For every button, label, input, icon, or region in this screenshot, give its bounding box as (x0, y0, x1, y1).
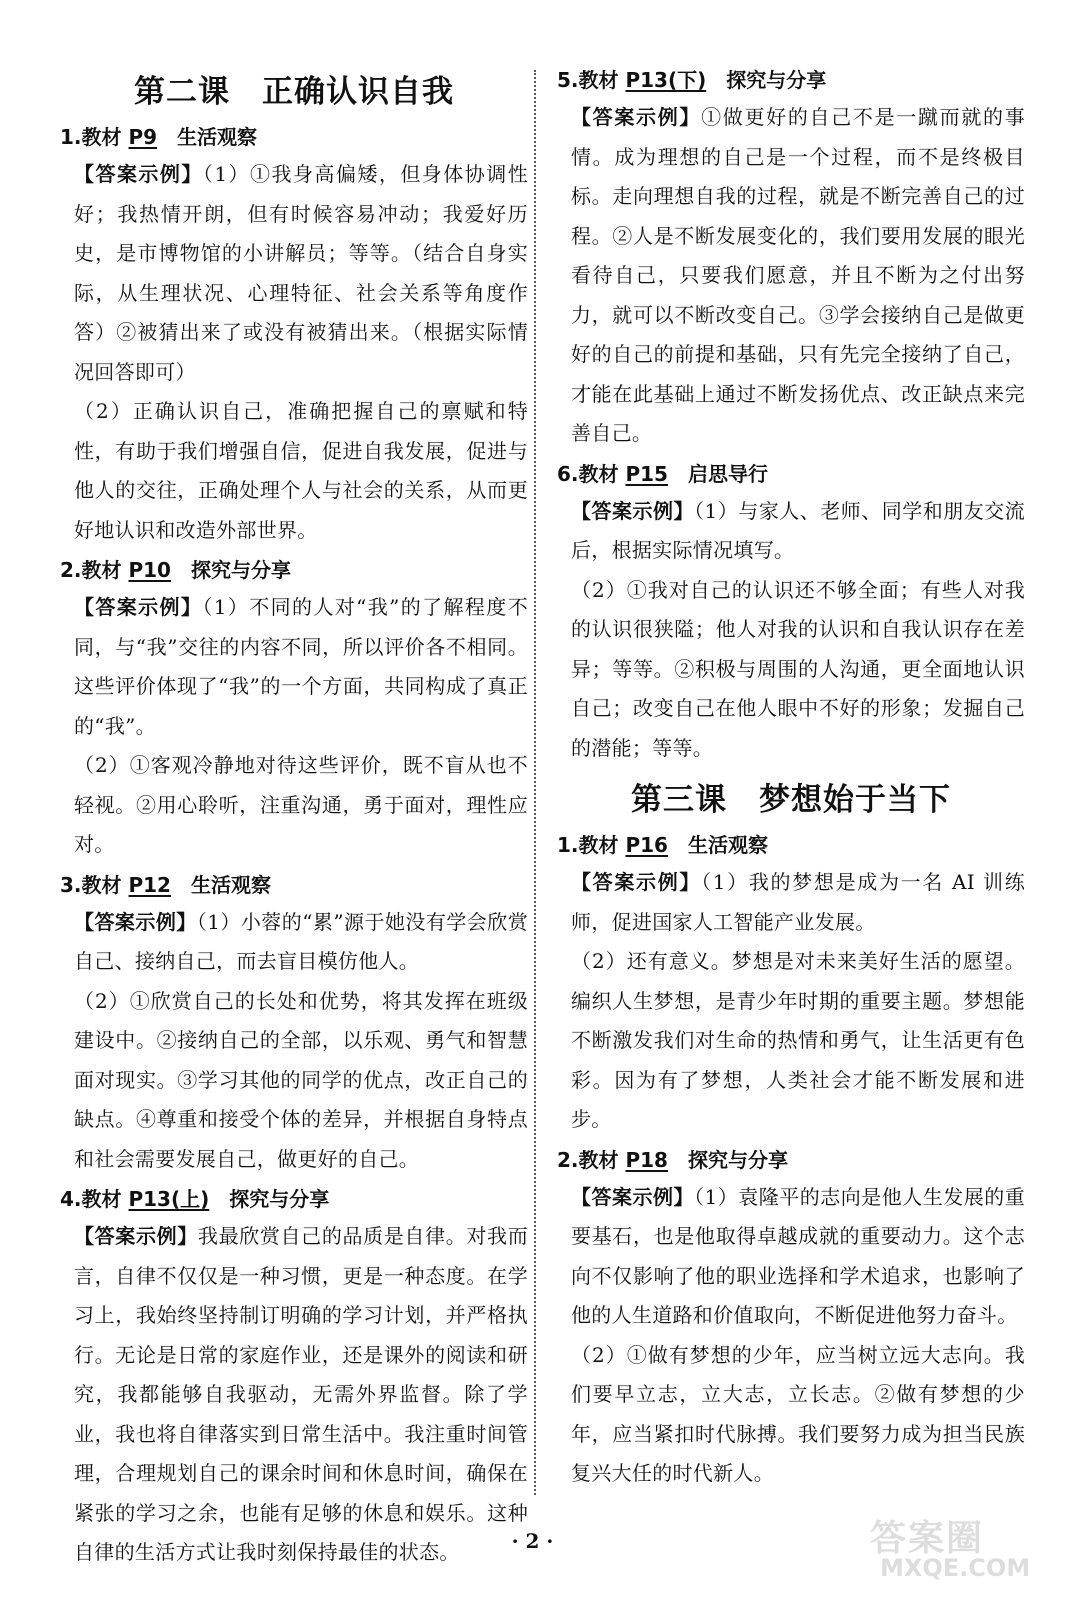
answer-tag: 【答案示例】 (74, 162, 203, 186)
answer-tag: 【答案示例】 (74, 1224, 198, 1248)
item-number: 4.教材 (60, 1187, 122, 1211)
answer-text: ①做更好的自己不是一蹴而就的事情。成为理想的自己是一个过程，而不是终极目标。走向理想自我的过程，就是不断完善自己的过程。②人是不断发展变化的，我们要用发展的眼光看待自己，只要我们愿意，并且不断为之付出努力，就可以不断改变自己。③学会接纳自己是做更好的自己的前提和基础，只有先完全接纳了自己，才能在此基础上通过不断发扬优点、改正缺点来完善自己。 (571, 105, 1025, 445)
answer-text: （1）我的梦想是成为一名 AI 训练师，促进国家人工智能产业发展。 (571, 870, 1025, 934)
item-heading (60, 867, 528, 903)
answer-tag: 【答案示例】 (74, 909, 197, 934)
item-section: 探究与分享 (229, 1187, 330, 1211)
item-number: 2.教材 (557, 1147, 619, 1172)
item-heading (60, 552, 528, 588)
answer-text: （1）不同的人对“我”的了解程度不同，与“我”交往的内容不同，所以评价各不相同。这些评价体现了“我”的一个方面，共同构成了真正的“我”。 (74, 595, 528, 738)
answer-paragraph (60, 982, 528, 1180)
item-heading (557, 456, 1025, 492)
watermark-logo (840, 1510, 1045, 1590)
item-section: 生活观察 (687, 833, 768, 857)
answer-text: （2）正确认识自己，准确把握自己的禀赋和特性，有助于我们增强自信，促进自我发展，促进与他人的交往，正确处理个人与社会的关系，从而更好地认识和改造外部世界。 (74, 399, 528, 542)
item-heading (557, 1142, 1025, 1178)
answer-tag: 【答案示例】 (571, 105, 702, 129)
answer-paragraph (557, 942, 1025, 1140)
item-section: 探究与分享 (687, 1147, 788, 1172)
answer-paragraph (557, 1336, 1025, 1494)
item-heading (557, 62, 1025, 98)
lesson-title: 第二课 正确认识自我 (134, 74, 454, 110)
answer-paragraph (60, 392, 528, 550)
answer-paragraph (60, 903, 528, 982)
column-divider (534, 70, 536, 1495)
answer-paragraph (60, 746, 528, 865)
item-number: 1.教材 (60, 125, 122, 149)
answer-paragraph (557, 98, 1025, 454)
answer-paragraph (557, 492, 1025, 571)
item-section: 生活观察 (177, 125, 258, 149)
item-heading (557, 827, 1025, 863)
item-page-ref: P15 (625, 461, 668, 486)
item-section: 探究与分享 (726, 68, 827, 92)
right-column (557, 60, 1025, 1494)
answer-text: （2）还有意义。梦想是对未来美好生活的愿望。编织人生梦想，是青少年时期的重要主题。梦想能不断激发我们对生命的热情和勇气，让生活更有色彩。因为有了梦想，人类社会才能不断发展和进步。 (571, 949, 1025, 1131)
item-page-ref: P13(上) (128, 1187, 210, 1211)
item-number: 3.教材 (60, 872, 122, 897)
left-column (60, 60, 528, 1573)
answer-text: （1）与家人、老师、同学和朋友交流后，根据实际情况填写。 (571, 498, 1025, 562)
answer-text: （2）①客观冷静地对待这些评价，既不盲从也不轻视。②用心聆听，注重沟通，勇于面对，理性应对。 (74, 753, 528, 856)
item-page-ref: P10 (128, 558, 171, 582)
right-items-bottom (557, 827, 1025, 1494)
answer-text: （1）袁隆平的志向是他人生发展的重要基石，也是他取得卓越成就的重要动力。这个志向不仅影响了他的职业选择和学术追求，也影响了他的人生道路和价值取向，不断促进他努力奋斗。 (571, 1184, 1025, 1327)
item-page-ref: P16 (625, 833, 668, 857)
answer-tag: 【答案示例】 (571, 870, 702, 894)
watermark-logo-text: 答案圈 (870, 1518, 985, 1559)
item-section: 探究与分享 (190, 558, 291, 582)
left-items (60, 119, 528, 1573)
answer-text: （1）小蓉的“累”源于她没有学会欣赏自己、接纳自己，而去盲目模仿他人。 (74, 909, 528, 973)
item-heading (60, 119, 528, 155)
answer-paragraph (60, 1217, 528, 1573)
page-number: · 2 · (511, 1529, 554, 1553)
answer-paragraph (60, 588, 528, 746)
item-page-ref: P9 (128, 125, 158, 149)
answer-paragraph (60, 155, 528, 392)
answer-tag: 【答案示例】 (74, 595, 203, 619)
item-page-ref: P12 (128, 872, 171, 897)
watermark-url: MXQE.COM (880, 1554, 1031, 1582)
answer-text: 我最欣赏自己的品质是自律。对我而言，自律不仅仅是一种习惯，更是一种态度。在学习上，我始终坚持制订明确的学习计划，并严格执行。无论是日常的家庭作业，还是课外的阅读和研究，我都能够自我驱动，无需外界监督。除了学业，我也将自律落实到日常生活中。我注重时间管理，合理规划自己的课余时间和休息时间，确保在紧张的学习之余，也能有足够的休息和娱乐。这种自律的生活方式让我时刻保持最佳的状态。 (74, 1224, 528, 1564)
lesson-title: 第三课 梦想始于当下 (631, 782, 951, 818)
answer-paragraph (557, 1178, 1025, 1336)
answer-text: （2）①我对自己的认识还不够全面；有些人对我的认识很狭隘；他人对我的认识和自我认识存在差异；等等。②积极与周围的人沟通，更全面地认识自己；改变自己在他人眼中不好的形象；发掘自己的潜能；等等。 (571, 577, 1025, 760)
item-number: 1.教材 (557, 833, 619, 857)
answer-paragraph (557, 571, 1025, 769)
item-number: 5.教材 (557, 68, 619, 92)
answer-text: （2）①欣赏自己的长处和优势，将其发挥在班级建设中。②接纳自己的全部，以乐观、勇气和智慧面对现实。③学习其他的同学的优点，改正自己的缺点。④尊重和接受个体的差异，并根据自身特点和社会需要发展自己，做更好的自己。 (74, 988, 528, 1171)
right-items-top (557, 62, 1025, 768)
answer-tag: 【答案示例】 (571, 1184, 694, 1209)
item-heading (60, 1181, 528, 1217)
item-page-ref: P18 (625, 1147, 668, 1172)
answer-tag: 【答案示例】 (571, 498, 694, 523)
item-number: 6.教材 (557, 461, 619, 486)
item-section: 启思导行 (687, 461, 768, 486)
answer-text: （2）①做有梦想的少年，应当树立远大志向。我们要早立志，立大志，立长志。②做有梦想的少年，应当紧扣时代脉搏。我们要努力成为担当民族复兴大任的时代新人。 (571, 1342, 1025, 1485)
item-number: 2.教材 (60, 558, 122, 582)
answer-paragraph (557, 863, 1025, 942)
answer-text: （1）①我身高偏矮，但身体协调性好；我热情开朗，但有时候容易冲动；我爱好历史，是市博物馆的小讲解员；等等。（结合自身实际，从生理状况、心理特征、社会关系等角度作答）②被猜出来了或没有被猜出来。（根据实际情况回答即可） (74, 162, 528, 384)
item-page-ref: P13(下) (625, 68, 707, 92)
item-section: 生活观察 (190, 872, 271, 897)
